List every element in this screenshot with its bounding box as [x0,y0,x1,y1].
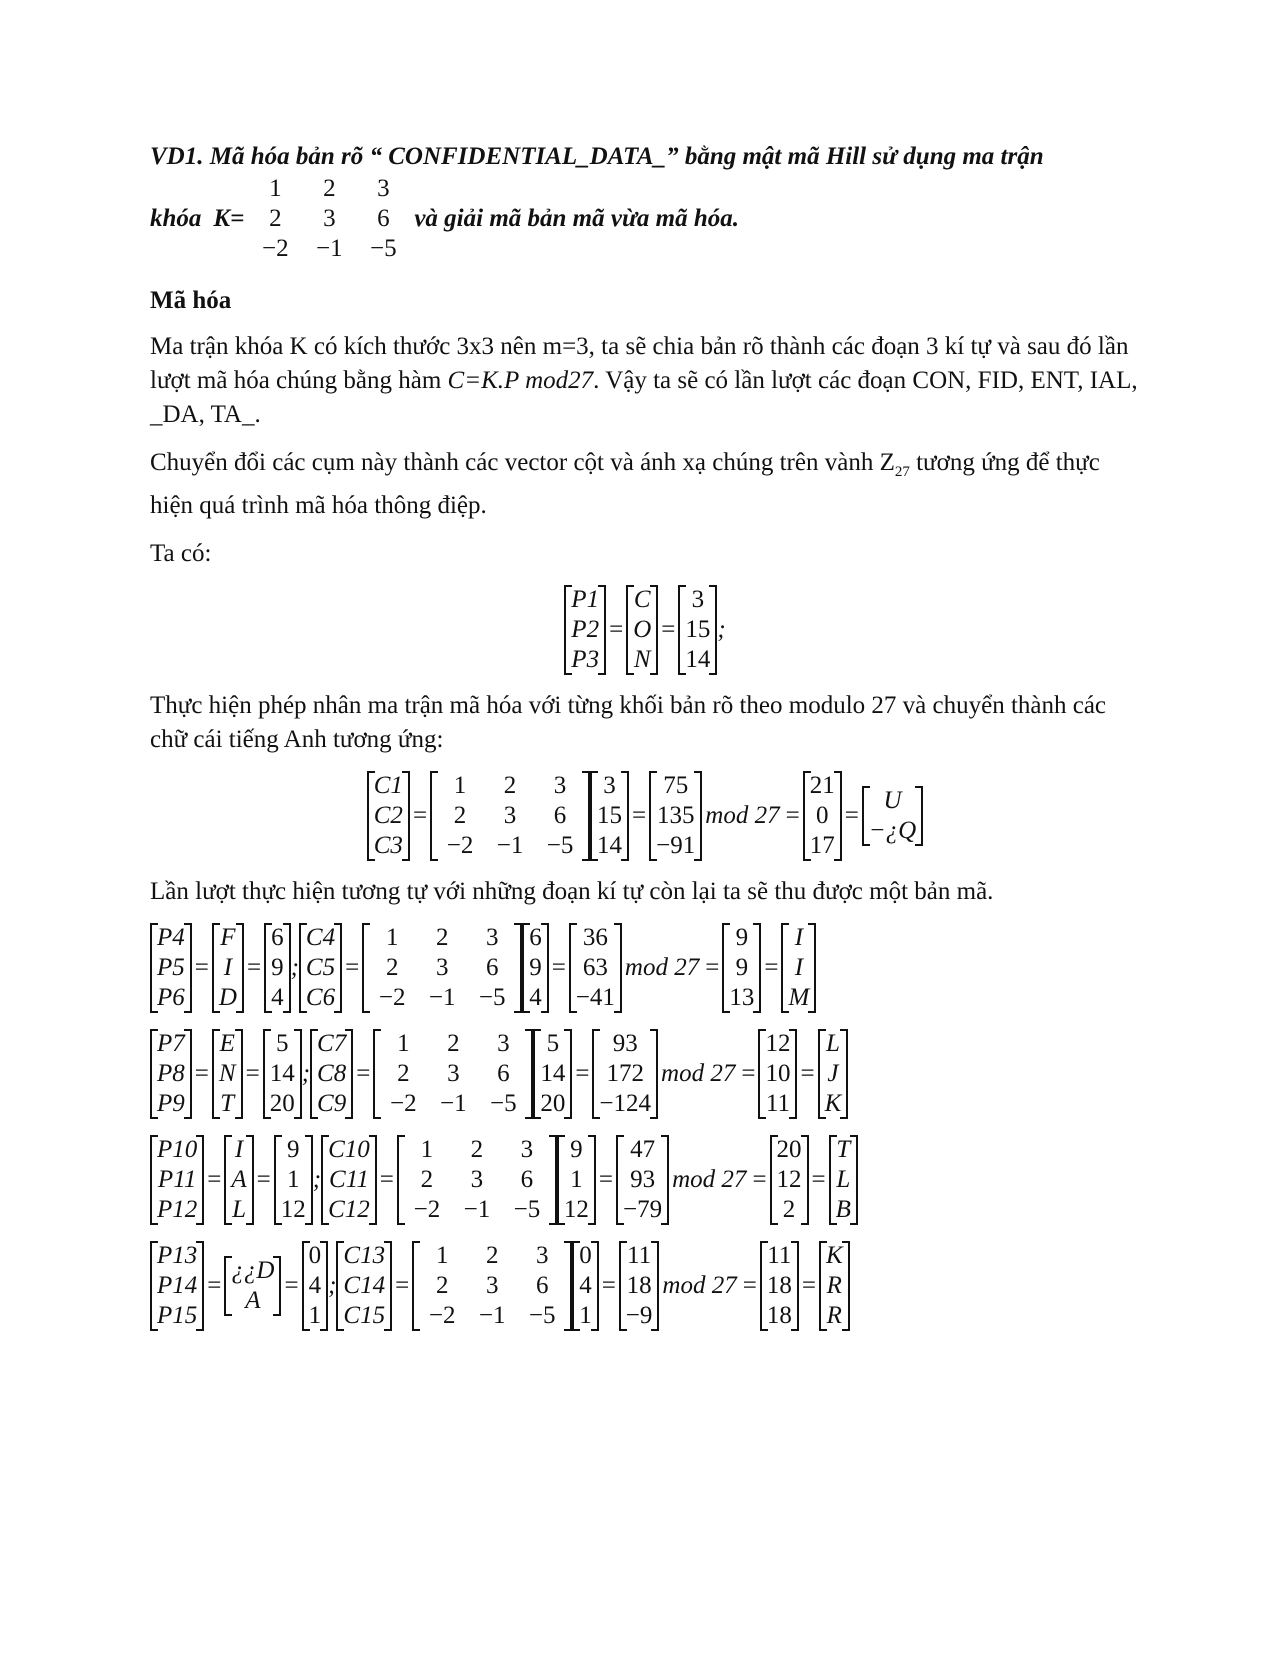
matrix-entry: −2 [390,1090,417,1117]
matrix-entry: 6 [529,924,542,951]
matrix-entry: 5 [275,1030,289,1057]
title-line2 [150,174,1140,264]
matrix-entry: 1 [420,1136,434,1163]
matrix-entry: 9 [735,924,749,951]
matrix-entry: C4 [305,924,336,951]
matrix [299,923,342,1013]
matrix-entry: P12 [157,1196,198,1223]
equation-block-fid: P4 P5 P6 = F I D = 6 9 4 ; C4 C5 C6 = 1 2 3 2 3 6 −2 −1 −5 6 9 4 = 36 63 −41 mod 27 = 9 9 13 = I I M [150,923,1140,1013]
matrix-entry: 1 [570,1166,583,1193]
operator: = [801,1272,816,1299]
matrix-entry: N [633,646,651,673]
p-vector [564,585,606,675]
matrix-entry: −2 [378,984,406,1011]
matrix [150,1135,204,1225]
matrix-entry: C11 [329,1166,369,1193]
operator: = [752,1166,767,1193]
matrix-entry: E [219,1030,235,1057]
matrix-entry: F [220,924,236,951]
key-matrix [430,771,590,861]
matrix-entry: 2 [435,924,449,951]
matrix-entry: −1 [463,1196,491,1223]
operator: = [194,1060,209,1087]
matrix-entry: U [883,787,902,814]
matrix-entry: P4 [157,924,185,951]
operator: = [598,1166,614,1193]
operator: = [412,802,428,829]
matrix-entry: C10 [328,1136,370,1163]
matrix [310,1029,353,1119]
matrix-entry: B [835,1196,851,1223]
matrix-entry: 1 [397,1030,410,1057]
operator: = [609,616,624,643]
matrix-entry: P7 [157,1030,185,1057]
matrix-entry: 3 [447,1060,460,1087]
matrix-entry: R [826,1302,842,1329]
matrix [367,771,410,861]
operator: = [741,1060,756,1087]
matrix-entry: −¿Q [868,817,917,844]
matrix-entry: M [788,984,810,1011]
paragraph-1: Ma trận khóa K có kích thước 3x3 nên m=3, ta sẽ chia bản rõ thành các đoạn 3 kí tự và sau đó lần lượt mã hóa chúng bằng hàm C=K.P mod27. Vậy ta sẽ có lần lượt các đoạn CON, FID, ENT, IAL, _DA, TA_. [150,333,1138,428]
matrix-entry: C15 [343,1302,386,1329]
matrix-entry: −2 [428,1302,456,1329]
matrix-entry: −1 [428,984,456,1011]
matrix-entry: C9 [317,1090,347,1117]
matrix-entry: ¿¿D [231,1257,275,1284]
matrix [572,1241,599,1331]
matrix-entry: I [223,954,233,981]
matrix-entry: 3 [497,1030,510,1057]
matrix [522,923,549,1013]
matrix-entry: 0 [815,802,829,829]
paragraph-4: Lần lượt thực hiện tương tự với những đoạn kí tự còn lại ta sẽ thu được một bản mã. [150,878,994,905]
matrix-entry: C2 [373,802,403,829]
matrix-entry: 2 [385,954,399,981]
matrix-entry: −2 [413,1196,441,1223]
matrix-entry: 4 [308,1272,322,1299]
matrix-entry: 6 [553,802,567,829]
title-suffix: và giải mã bản mã vừa mã hóa. [414,205,740,232]
matrix-entry: A [245,1287,261,1314]
matrix-entry: T [836,1136,851,1163]
operator: = [661,616,676,643]
matrix [321,1135,377,1225]
matrix [533,1029,572,1119]
operator: = [356,1060,371,1087]
matrix [862,786,923,846]
matrix-entry: 93 [630,1166,656,1193]
matrix [592,1029,658,1119]
matrix-entry: 12 [776,1166,802,1193]
matrix-entry: 6 [535,1272,549,1299]
matrix-entry: 172 [606,1060,644,1087]
matrix-entry: C5 [305,954,336,981]
matrix [590,771,629,861]
matrix-entry: 4 [529,984,542,1011]
operator: = [632,802,647,829]
matrix [212,1029,243,1119]
matrix-entry: 2 [485,1242,499,1269]
matrix-entry: 20 [269,1090,295,1117]
matrix-entry: I [234,1136,244,1163]
matrix-entry: 11 [765,1090,790,1117]
matrix [150,923,192,1013]
matrix [362,923,522,1013]
matrix-entry: R [826,1272,842,1299]
operator: = [705,954,720,981]
matrix-entry: 3 [603,772,616,799]
matrix-entry: 6 [485,954,499,981]
matrix-entry: 6 [497,1060,510,1087]
equation-block-ent: P7 P8 P9 = E N T = 5 14 20 ; C7 C8 C9 = 1 2 3 2 3 6 −2 −1 −5 5 14 20 = 93 172 −124 mod 27 = 12 10 11 = L J K [150,1029,1140,1119]
matrix [829,1135,858,1225]
matrix [557,1135,596,1225]
operator: = [551,954,566,981]
matrix [616,1135,669,1225]
matrix-entry: C [633,586,651,613]
title-prefix: khóa [150,205,202,232]
matrix-entry: A [231,1166,247,1193]
matrix [373,1029,533,1119]
operator: = [844,802,859,829]
matrix [302,1241,329,1331]
matrix-entry: 20 [776,1136,802,1163]
matrix-entry: D [218,984,237,1011]
matrix-entry: P2 [571,616,600,643]
matrix-entry: 14 [269,1060,295,1087]
matrix-entry: P3 [571,646,600,673]
matrix-entry: 14 [685,646,711,673]
matrix [274,1135,313,1225]
section-heading: Mã hóa [150,287,232,314]
equation-c1 [150,771,1140,861]
matrix-entry: 2 [782,1196,796,1223]
key-matrix-inline: 1 2 3 2 3 6 −2 −1 −5 [262,175,397,262]
matrix-entry: −5 [528,1302,556,1329]
matrix-entry: −2 [446,832,474,859]
matrix-entry: 135 [656,802,695,829]
matrix-entry: 12 [280,1196,306,1223]
matrix-entry: 0 [579,1242,592,1269]
paragraph-3: Thực hiện phép nhân ma trận mã hóa với từng khối bản rõ theo modulo 27 và chuyển thành các chữ cái tiếng Anh tương ứng: [150,692,1107,753]
matrix [770,1135,809,1225]
matrix-entry: −41 [575,984,615,1011]
matrix-entry: C6 [305,984,336,1011]
matrix-entry: −5 [546,832,574,859]
matrix [150,1241,204,1331]
matrix-entry: 2 [503,772,517,799]
matrix-entry: 14 [540,1060,566,1087]
matrix-entry: 12 [563,1196,589,1223]
matrix-entry: 18 [766,1302,792,1329]
matrix-entry: C13 [343,1242,386,1269]
matrix-entry: 2 [447,1030,460,1057]
operator: = [811,1166,826,1193]
matrix [412,1241,572,1331]
matrix [212,923,244,1013]
matrix-entry: 3 [503,802,517,829]
matrix [722,923,761,1013]
matrix-entry: 3 [553,772,567,799]
operator: = [194,954,209,981]
matrix-entry: C1 [373,772,403,799]
operator: = [284,1272,299,1299]
matrix-entry: 36 [582,924,608,951]
matrix-entry: 4 [579,1272,592,1299]
matrix-entry: 18 [626,1272,652,1299]
matrix-entry: −5 [478,984,506,1011]
matrix-entry: 3 [520,1136,534,1163]
matrix [569,923,622,1013]
matrix-entry: I [794,924,804,951]
matrix-entry: 6 [520,1166,534,1193]
matrix-entry: 3 [485,1272,499,1299]
equation-block-da: P13 P14 P15 = ¿¿D A = 0 4 1 ; C13 C14 C15 = 1 2 3 2 3 6 −2 −1 −5 0 4 1 = 11 18 −9 mod 27 = 11 18 18 = K R R [150,1241,1140,1331]
matrix-entry: −9 [625,1302,653,1329]
matrix-entry: 4 [271,984,284,1011]
operator: = [785,802,800,829]
matrix [758,1029,797,1119]
matrix-entry: J [827,1060,839,1087]
number-vector [678,585,717,675]
matrix-entry: −79 [623,1196,663,1223]
paragraph-2: Chuyển đổi các cụm này thành các vector cột và ánh xạ chúng trên vành $Z_{27}$ tương ứng để thực hiện quá trình mã hóa thông điệp. [150,449,1100,519]
operator: mod 27 [672,1166,747,1193]
matrix [264,923,291,1013]
matrix-entry: 2 [397,1060,410,1087]
matrix-entry: −1 [496,832,524,859]
matrix-entry: 2 [470,1136,484,1163]
matrix-entry: 15 [685,616,711,643]
matrix-entry: −5 [490,1090,517,1117]
letter-vector [626,585,658,675]
title-line1: VD1. Mã hóa bản rõ “ CONFIDENTIAL_DATA_” bằng mật mã Hill sử dụng ma trận [150,143,1044,170]
matrix-entry: 11 [627,1242,652,1269]
operator: = [246,954,262,981]
matrix [819,1241,850,1331]
matrix-entry: P13 [157,1242,198,1269]
matrix-entry: P10 [157,1136,198,1163]
exercise-title [150,140,1140,264]
encryption-formula: C=K.P mod27 [447,367,594,394]
matrix [760,1241,799,1331]
matrix-entry: 2 [453,802,467,829]
matrix-entry: 18 [766,1272,792,1299]
matrix-entry: 10 [765,1060,791,1087]
matrix-entry: K [825,1242,843,1269]
operator: mod 27 [705,802,780,829]
matrix-entry: 6 [271,924,284,951]
matrix-entry: C8 [317,1060,347,1087]
matrix-entry: −1 [478,1302,506,1329]
matrix-entry: 1 [453,772,467,799]
operator: mod 27 [624,954,700,981]
operator: = [742,1272,757,1299]
operator: = [256,1166,271,1193]
operator: = [800,1060,815,1087]
matrix-entry: P9 [157,1090,185,1117]
matrix-entry: 17 [809,832,835,859]
matrix-entry: I [794,954,804,981]
matrix-entry: 9 [735,954,749,981]
matrix-entry: 93 [612,1030,638,1057]
matrix-entry: 11 [767,1242,792,1269]
matrix-entry: 12 [765,1030,791,1057]
matrix-entry: 20 [540,1090,566,1117]
matrix-entry: K [824,1090,842,1117]
matrix-entry: 9 [287,1136,300,1163]
operator: mod 27 [661,1060,736,1087]
matrix-entry: 0 [308,1242,322,1269]
matrix-entry: 3 [485,924,499,951]
equation-block-ial: P10 P11 P12 = I A L = 9 1 12 ; C10 C11 C12 = 1 2 3 2 3 6 −2 −1 −5 9 1 12 = 47 93 −79 mod 27 = 20 12 2 = T L B [150,1135,1140,1225]
matrix-entry: C12 [328,1196,370,1223]
matrix-entry: C3 [373,832,403,859]
matrix [619,1241,660,1331]
matrix-entry: L [836,1166,851,1193]
operator: mod 27 [662,1272,737,1299]
matrix-entry: P1 [571,586,600,613]
matrix-entry: P6 [157,984,185,1011]
matrix-entry: 63 [582,954,608,981]
operator: = [575,1060,590,1087]
matrix-entry: P11 [157,1166,197,1193]
matrix [263,1029,302,1119]
matrix-entry: 1 [385,924,399,951]
operator: = [764,954,779,981]
matrix-entry: 1 [287,1166,300,1193]
matrix-entry: 21 [809,772,835,799]
matrix-entry: 9 [529,954,542,981]
operator: = [345,954,360,981]
operator: = [395,1272,410,1299]
matrix-entry: −91 [656,832,696,859]
operator: = [207,1166,222,1193]
matrix-entry: T [220,1090,235,1117]
matrix [224,1135,253,1225]
document-page [150,140,1140,1347]
matrix [150,1029,192,1119]
matrix [818,1029,849,1119]
matrix-entry: 15 [597,802,623,829]
matrix-entry: L [825,1030,840,1057]
matrix-entry: 3 [470,1166,484,1193]
matrix-entry: 2 [420,1166,434,1193]
matrix-entry: 1 [579,1302,592,1329]
operator: = [245,1060,260,1087]
operator: = [601,1272,616,1299]
matrix-entry: N [218,1060,236,1087]
matrix-entry: 75 [663,772,689,799]
matrix [224,1256,281,1316]
equation-con: P1 P2 P3 = C O N = 3 15 14 ; [150,585,1140,675]
matrix-entry: P5 [157,954,185,981]
matrix-entry: P8 [157,1060,185,1087]
matrix-entry: 47 [630,1136,656,1163]
matrix [397,1135,557,1225]
matrix-entry: 9 [271,954,284,981]
operator: = [207,1272,222,1299]
matrix-entry: 5 [546,1030,560,1057]
matrix-entry: C7 [317,1030,347,1057]
matrix-entry: −1 [440,1090,467,1117]
matrix-entry: L [232,1196,246,1223]
matrix [803,771,842,861]
matrix-entry: 13 [729,984,755,1011]
matrix-entry: P14 [157,1272,198,1299]
ta-co-label: Ta có: [150,540,212,567]
matrix-entry: P15 [157,1302,198,1329]
matrix-entry: 1 [308,1302,322,1329]
matrix-entry: 9 [570,1136,583,1163]
matrix-entry: C14 [343,1272,386,1299]
matrix-entry: 3 [535,1242,549,1269]
key-label: K= [213,205,245,232]
matrix-entry: 14 [597,832,623,859]
matrix [649,771,702,861]
matrix [336,1241,392,1331]
matrix-entry: −124 [599,1090,652,1117]
matrix-entry: 3 [435,954,449,981]
matrix-entry: O [633,616,652,643]
matrix-entry: 2 [435,1272,449,1299]
operator: = [379,1166,394,1193]
matrix-entry: −5 [513,1196,541,1223]
matrix [781,923,816,1013]
matrix-entry: 3 [691,586,705,613]
matrix-entry: 1 [435,1242,449,1269]
